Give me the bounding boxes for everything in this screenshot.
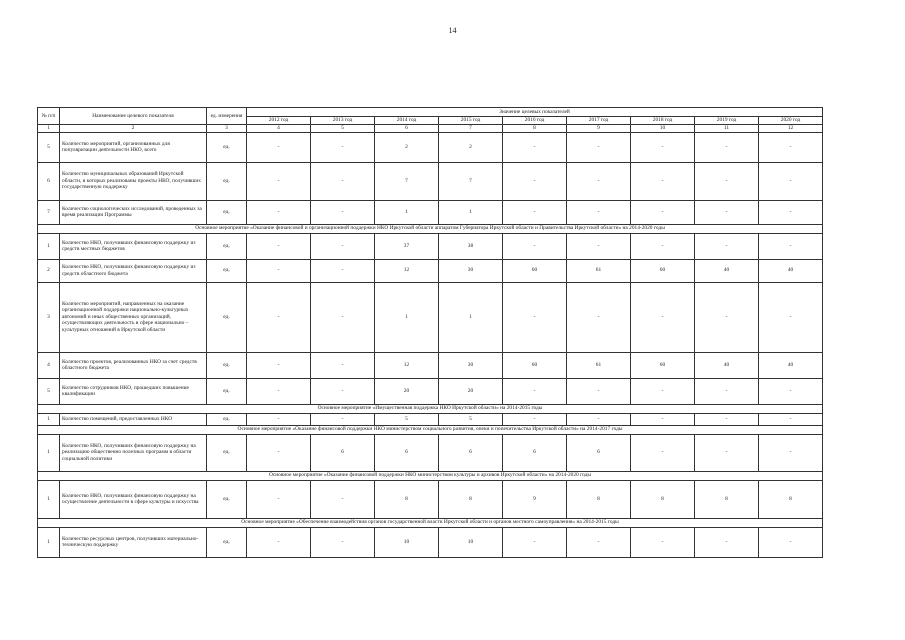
value-cell: 37 <box>375 233 439 259</box>
unit-cell: ед. <box>207 378 247 404</box>
value-cell: - <box>631 200 695 224</box>
value-cell: - <box>631 162 695 200</box>
value-cell: 7 <box>439 162 503 200</box>
table-row <box>38 233 823 259</box>
indicator-name: Количество мероприятий, организованных для популяризации деятельности НКО, всего <box>60 132 207 162</box>
value-cell: - <box>503 200 567 224</box>
value-cell: - <box>503 282 567 352</box>
section-row <box>38 425 823 434</box>
section-row <box>38 404 823 413</box>
value-cell: - <box>247 378 311 404</box>
column-number: 3 <box>207 125 247 133</box>
value-cell: 40 <box>759 352 823 378</box>
year-header: 2015 год <box>439 117 503 125</box>
value-cell: 9 <box>503 480 567 518</box>
row-number: 2 <box>38 259 60 282</box>
indicator-name: Количество мероприятий, направленных на оказание организационной поддержки национально-культурных автономий и иных общественных организаций, осуществляющих деятельность в сфере национально – культурных отношений в Иркутской области <box>60 282 207 352</box>
table-row <box>38 282 823 352</box>
indicator-name: Количество помещений, предоставленных НКО <box>60 413 207 425</box>
column-number: 4 <box>247 125 311 133</box>
section-title: Основное мероприятие «Оказание финансовой поддержки НКО министерством социального развития, опеки и попечительства Иркутской области» на 2014-2017 годы <box>38 425 823 434</box>
value-cell: 6 <box>439 434 503 471</box>
value-cell: - <box>631 527 695 557</box>
indicator-name: Количество муниципальных образований Иркутской области, в которых реализованы проекты НКО, получивших государственную поддержку <box>60 162 207 200</box>
value-cell: - <box>503 413 567 425</box>
value-cell: - <box>759 434 823 471</box>
value-cell: - <box>311 413 375 425</box>
indicator-name: Количество НКО, получивших финансовую поддержку из средств местных бюджетов <box>60 233 207 259</box>
year-header: 2013 год <box>311 117 375 125</box>
table-row <box>38 162 823 200</box>
value-cell: 20 <box>375 378 439 404</box>
value-cell: - <box>567 200 631 224</box>
value-cell: - <box>759 378 823 404</box>
value-cell: - <box>503 527 567 557</box>
table-row <box>38 352 823 378</box>
value-cell: - <box>759 527 823 557</box>
row-number: 3 <box>38 282 60 352</box>
value-cell: - <box>311 132 375 162</box>
value-cell: - <box>503 378 567 404</box>
value-cell: - <box>695 378 759 404</box>
column-number: 7 <box>439 125 503 133</box>
year-header: 2012 год <box>247 117 311 125</box>
value-cell: - <box>311 162 375 200</box>
value-cell: - <box>311 480 375 518</box>
value-cell: 20 <box>439 378 503 404</box>
section-title: Основное мероприятие «Обеспечение взаимодействия органов государственной власти Иркутской области и органов местного самоуправления» на 2014-2015 годы <box>38 518 823 527</box>
value-cell: - <box>759 413 823 425</box>
value-cell: 2 <box>439 132 503 162</box>
table-row <box>38 434 823 471</box>
value-cell: - <box>311 378 375 404</box>
value-cell: - <box>311 282 375 352</box>
row-number: 4 <box>38 352 60 378</box>
column-number: 6 <box>375 125 439 133</box>
section-title: Основное мероприятие «Оказание финансовой и организационной поддержки НКО Иркутской области аппаратом Губернатора Иркутской области и Правительства Иркутской области» на 2014-2020 годы <box>38 224 823 233</box>
indicator-name: Количество НКО, получивших финансовую поддержку на осуществление деятельности в сфере культуры и искусства <box>60 480 207 518</box>
value-cell: 8 <box>567 480 631 518</box>
unit-cell: ед. <box>207 352 247 378</box>
column-number: 1 <box>38 125 60 133</box>
value-cell: 6 <box>311 434 375 471</box>
table-row <box>38 378 823 404</box>
table-row <box>38 480 823 518</box>
row-number: 7 <box>38 200 60 224</box>
value-cell: - <box>311 352 375 378</box>
value-cell: - <box>567 527 631 557</box>
year-header: 2014 год <box>375 117 439 125</box>
unit-cell: ед. <box>207 200 247 224</box>
section-title: Основное мероприятие «Имущественная поддержка НКО Иркутской области» на 2014-2015 годы <box>38 404 823 413</box>
section-row <box>38 518 823 527</box>
value-cell: 10 <box>375 527 439 557</box>
row-number: 5 <box>38 378 60 404</box>
year-header: 2018 год <box>631 117 695 125</box>
column-number: 2 <box>60 125 207 133</box>
value-cell: 61 <box>567 352 631 378</box>
value-cell: - <box>759 132 823 162</box>
value-cell: 12 <box>375 352 439 378</box>
value-cell: - <box>567 162 631 200</box>
value-cell: 5 <box>375 413 439 425</box>
value-cell: 6 <box>503 434 567 471</box>
value-cell: 30 <box>439 352 503 378</box>
year-header: 2020 год <box>759 117 823 125</box>
value-cell: - <box>631 378 695 404</box>
value-cell: - <box>247 162 311 200</box>
unit-cell: ед. <box>207 434 247 471</box>
value-cell: - <box>759 162 823 200</box>
section-row <box>38 471 823 480</box>
column-number: 9 <box>567 125 631 133</box>
value-cell: 60 <box>631 352 695 378</box>
row-number: 1 <box>38 233 60 259</box>
column-number: 10 <box>631 125 695 133</box>
value-cell: - <box>503 132 567 162</box>
value-cell: 60 <box>631 259 695 282</box>
value-cell: - <box>567 413 631 425</box>
year-header: 2019 год <box>695 117 759 125</box>
value-cell: 8 <box>375 480 439 518</box>
column-number: 8 <box>503 125 567 133</box>
row-number: 1 <box>38 480 60 518</box>
unit-cell: ед. <box>207 132 247 162</box>
unit-cell: ед. <box>207 259 247 282</box>
value-cell: - <box>759 233 823 259</box>
value-cell: - <box>567 132 631 162</box>
value-cell: - <box>311 233 375 259</box>
value-cell: - <box>631 132 695 162</box>
table-row <box>38 200 823 224</box>
year-header: 2016 год <box>503 117 567 125</box>
value-cell: - <box>247 233 311 259</box>
value-cell: - <box>695 282 759 352</box>
value-cell: 8 <box>759 480 823 518</box>
value-cell: - <box>503 233 567 259</box>
unit-cell: ед. <box>207 162 247 200</box>
value-cell: 5 <box>439 413 503 425</box>
value-cell: - <box>247 282 311 352</box>
value-cell: 40 <box>695 259 759 282</box>
value-cell: - <box>567 233 631 259</box>
value-cell: - <box>631 413 695 425</box>
section-title: Основное мероприятие «Оказание финансовой поддержки НКО министерством культуры и архивов Иркутской области» на 2014-2020 годы <box>38 471 823 480</box>
row-number: 5 <box>38 132 60 162</box>
header-unit: ед. измерения <box>207 108 247 125</box>
row-number: 1 <box>38 527 60 557</box>
unit-cell: ед. <box>207 282 247 352</box>
unit-cell: ед. <box>207 413 247 425</box>
value-cell: - <box>759 200 823 224</box>
value-cell: - <box>567 378 631 404</box>
indicator-name: Количество сотрудников НКО, прошедших повышение квалификации <box>60 378 207 404</box>
value-cell: 1 <box>375 200 439 224</box>
table-row <box>38 527 823 557</box>
column-number: 11 <box>695 125 759 133</box>
value-cell: 8 <box>695 480 759 518</box>
row-number: 6 <box>38 162 60 200</box>
column-number: 12 <box>759 125 823 133</box>
table-row <box>38 132 823 162</box>
indicator-name: Количество НКО, получивших финансовую поддержку из средств областного бюджета <box>60 259 207 282</box>
value-cell: - <box>247 352 311 378</box>
header-values-group: Значение целевых показателей <box>247 108 823 117</box>
value-cell: - <box>567 282 631 352</box>
value-cell: 30 <box>439 259 503 282</box>
value-cell: 6 <box>375 434 439 471</box>
table-row <box>38 413 823 425</box>
row-number: 1 <box>38 434 60 471</box>
value-cell: - <box>311 527 375 557</box>
value-cell: - <box>759 282 823 352</box>
value-cell: 6 <box>567 434 631 471</box>
table-row <box>38 259 823 282</box>
year-header: 2017 год <box>567 117 631 125</box>
value-cell: - <box>311 259 375 282</box>
header-name: Наименование целевого показателя <box>60 108 207 125</box>
value-cell: - <box>695 434 759 471</box>
unit-cell: ед. <box>207 233 247 259</box>
header-num: № п/п <box>38 108 60 125</box>
value-cell: 1 <box>375 282 439 352</box>
indicator-name: Количество ресурсных центров, получивших материально-техническую поддержку <box>60 527 207 557</box>
indicator-name: Количество социологических исследований, проведенных за время реализации Программы <box>60 200 207 224</box>
value-cell: 12 <box>375 259 439 282</box>
value-cell: 1 <box>439 200 503 224</box>
value-cell: 38 <box>439 233 503 259</box>
value-cell: - <box>311 200 375 224</box>
value-cell: - <box>695 162 759 200</box>
value-cell: 2 <box>375 132 439 162</box>
value-cell: 8 <box>439 480 503 518</box>
value-cell: - <box>631 282 695 352</box>
value-cell: - <box>247 200 311 224</box>
value-cell: 61 <box>567 259 631 282</box>
value-cell: - <box>247 480 311 518</box>
unit-cell: ед. <box>207 480 247 518</box>
value-cell: 60 <box>503 259 567 282</box>
indicator-name: Количество проектов, реализованных НКО за счет средств областного бюджета <box>60 352 207 378</box>
section-row <box>38 224 823 233</box>
value-cell: - <box>695 233 759 259</box>
value-cell: - <box>247 259 311 282</box>
value-cell: - <box>695 413 759 425</box>
value-cell: 60 <box>503 352 567 378</box>
indicator-name: Количество НКО, получивших финансовую поддержку на реализацию общественно полезных программ в области социальной политики <box>60 434 207 471</box>
value-cell: 1 <box>439 282 503 352</box>
value-cell: 40 <box>695 352 759 378</box>
unit-cell: ед. <box>207 527 247 557</box>
value-cell: - <box>695 200 759 224</box>
value-cell: - <box>631 434 695 471</box>
value-cell: - <box>695 132 759 162</box>
row-number: 1 <box>38 413 60 425</box>
value-cell: 10 <box>439 527 503 557</box>
page-number: 14 <box>448 26 457 35</box>
value-cell: - <box>503 162 567 200</box>
value-cell: - <box>247 434 311 471</box>
value-cell: 8 <box>631 480 695 518</box>
value-cell: - <box>631 233 695 259</box>
indicators-table <box>37 107 823 558</box>
value-cell: - <box>695 527 759 557</box>
value-cell: 7 <box>375 162 439 200</box>
value-cell: 40 <box>759 259 823 282</box>
value-cell: - <box>247 527 311 557</box>
column-number: 5 <box>311 125 375 133</box>
value-cell: - <box>247 413 311 425</box>
value-cell: - <box>247 132 311 162</box>
